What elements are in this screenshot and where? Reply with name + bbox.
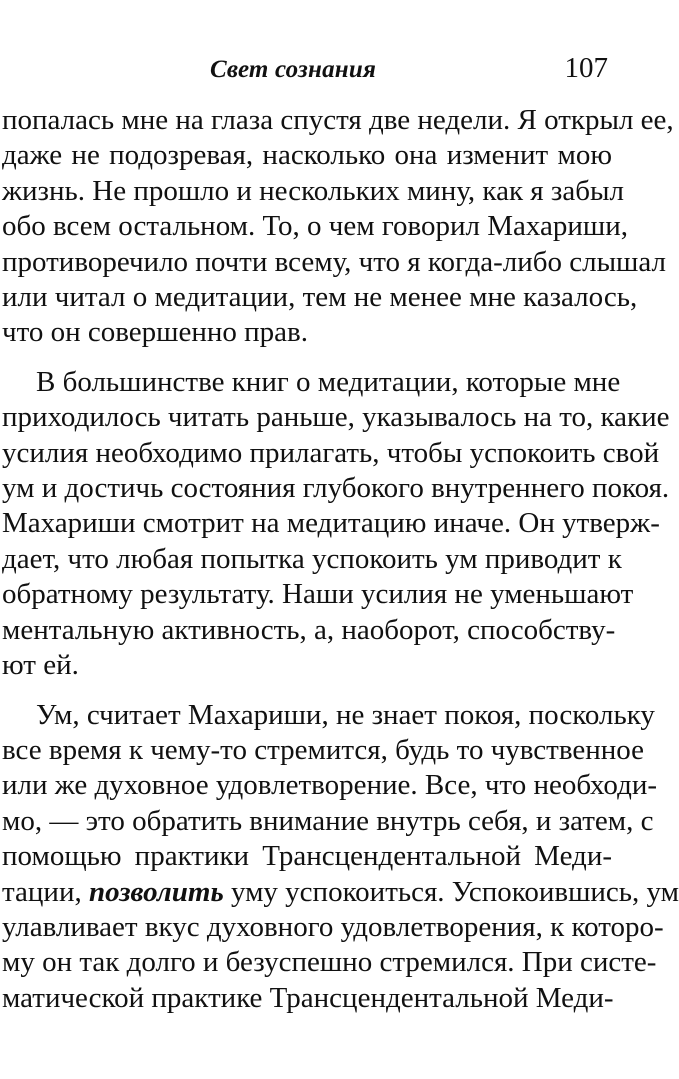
paragraph-3 xyxy=(2,698,679,1017)
text-line: обо всем остальном. То, о чем говорил Махариши, xyxy=(2,210,629,243)
text-line: даже не подозревая, насколько она изменит мою xyxy=(2,139,612,172)
text-line: ментальную активность, а, наоборот, способству- xyxy=(2,613,616,646)
text-line: матической практике Трансцендентальной Меди- xyxy=(2,981,614,1014)
paragraph-1 xyxy=(2,103,674,351)
text-line: помощью практики Трансцендентальной Меди- xyxy=(2,840,612,873)
text-line: противоречило почти всему, что я когда-либо слышал xyxy=(2,245,666,278)
text-line: ют ей. xyxy=(2,649,79,682)
text-line: что он совершенно прав. xyxy=(2,316,308,349)
line-text-before: тации, xyxy=(2,875,89,908)
paragraph-2 xyxy=(2,365,670,684)
text-line: все время к чему-то стремится, будь то чувственное xyxy=(2,733,645,766)
text-line: усилия необходимо прилагать, чтобы успокоить свой xyxy=(2,436,660,469)
text-line: жизнь. Не прошло и нескольких мину, как я забыл xyxy=(2,174,624,207)
text-line: приходилось читать раньше, указывалось на то, какие xyxy=(2,401,670,434)
text-line: му он так долго и безуспешно стремился. При систе- xyxy=(2,946,657,979)
text-line: улавливает вкус духовного удовлетворения, к которо- xyxy=(2,910,664,943)
text-line: обратному результату. Наши усилия не уменьшают xyxy=(2,578,634,611)
text-line: Махариши смотрит на медитацию иначе. Он утверж- xyxy=(2,507,660,540)
text-line: дает, что любая попытка успокоить ум приводит к xyxy=(2,542,622,575)
body-text xyxy=(2,103,679,1016)
text-line: ум и достичь состояния глубокого внутреннего покоя. xyxy=(2,472,670,505)
running-title: Свет сознания xyxy=(210,56,377,83)
text-line: В большинстве книг о медитации, которые мне xyxy=(36,365,621,398)
text-line: мо, — это обратить внимание внутрь себя, и затем, с xyxy=(2,804,654,837)
running-header xyxy=(0,52,620,92)
text-line-with-emphasis xyxy=(2,875,679,910)
line-text-after: уму успокоиться. Успокоившись, ум xyxy=(223,875,679,908)
emphasized-word: позволить xyxy=(88,875,224,908)
text-line: или читал о медитации, тем не менее мне казалось, xyxy=(2,281,638,314)
text-line: попалась мне на глаза спустя две недели. Я открыл ее, xyxy=(2,104,674,136)
text-line: Ум, считает Махариши, не знает покоя, поскольку xyxy=(36,698,655,731)
text-line: или же духовное удовлетворение. Все, что необходи- xyxy=(2,769,658,802)
page-number: 107 xyxy=(564,52,608,84)
